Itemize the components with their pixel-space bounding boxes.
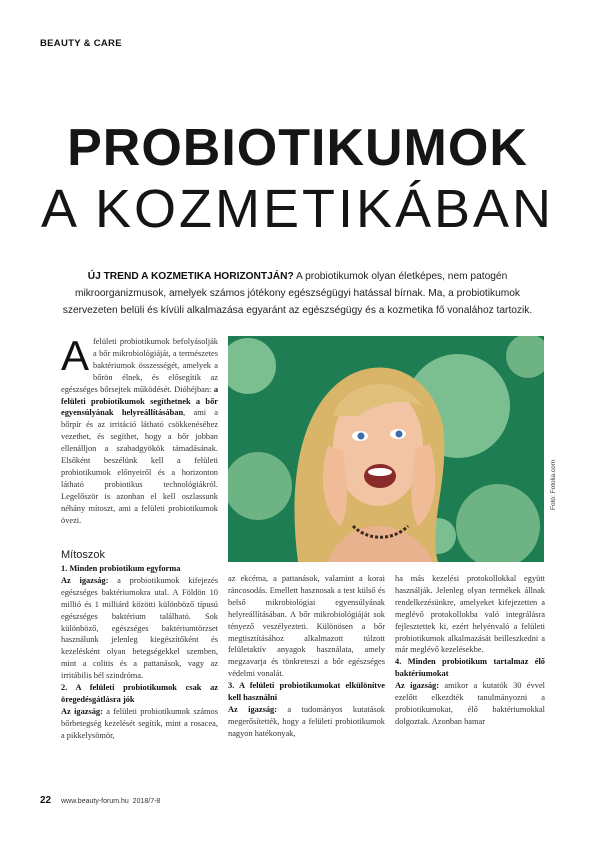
myth-3-text: a tudományos kutatások megerősítették, hogy a felületi probiotikumok nagyon hatékonyak,	[228, 704, 385, 738]
drop-cap: A	[61, 332, 90, 379]
column-2	[228, 573, 385, 740]
section-tag: BEAUTY & CARE	[40, 38, 122, 49]
myth-2-heading: 2. A felületi probiotikumok csak az öregedésgátlásra jók	[61, 683, 218, 704]
intro-text-2: , ami a bőrpír és az irritáció látható csökkenéséhez vezethet, és segíthet, hogy a bőr jobban ellenálljon a szabadgyökök támadásának. Elsőként beszélünk kell a felületi probiotikumok előnyeiről és a horizonton látható probiotikus technológiákról. Legelőször is azonban el kell oszlassunk néhány mítoszt, ami a felületi probiotikumok övezi.	[61, 408, 219, 525]
myth-4-text: amikor a kutatók 30 évvel ezelőtt elkezdték tanulmányozni a probiotikumokat, élő baktériumokkal dolgoztak. Azonban hamar	[395, 681, 545, 726]
page-number: 22	[40, 795, 52, 806]
truth-label-2: Az igazság:	[61, 706, 103, 716]
lead-bold: ÚJ TREND A KOZMETIKA HORIZONTJÁN?	[87, 271, 294, 282]
column-1	[61, 563, 218, 742]
myth-1-heading: 1. Minden probiotikum egyforma	[61, 564, 181, 573]
article-photo	[228, 336, 544, 562]
footer-issue: 2018/7-8	[132, 798, 161, 805]
truth-label-3: Az igazság:	[228, 704, 278, 714]
lead-text: A probiotikumok olyan életképes, nem patogén mikroorganizmusok, amelyek számos jótékony egészségügyi hatással bírnak. Ma, a probiotikumok szervezeten belüli és kívüli alkalmazása egyaránt az egészségügy és a kozmetika fő vonalához tartozik.	[62, 271, 533, 316]
column-3	[395, 573, 545, 728]
myth-3-heading: 3. A felületi probiotikumokat elkülönítve kell használni	[228, 681, 385, 703]
photo-credit: Fotó: Fotolia.com	[550, 459, 557, 510]
woman-photo-illustration	[228, 336, 544, 562]
intro-bold: a felületi probiotikumok segíthetnek a bőr egyensúlyának helyreállításában	[61, 384, 218, 418]
intro-text-1: felületi probiotikumok befolyásolják a bőr mikrobiológiáját, a természetes baktériumok összességét, amelyek a bőrön élnek, és elősegítik az egészséges bőrsejtek működését. Dióhéjban:	[61, 337, 218, 394]
truth-label-4: Az igazság:	[395, 681, 439, 691]
truth-label-1: Az igazság:	[61, 575, 109, 585]
myths-heading: Mítoszok	[61, 549, 106, 561]
title-line1: PROBIOTIKUMOK	[67, 119, 528, 177]
myth-2-text: a felületi probiotikumok számos bőrbetegség kezelését segítik, mint a rosacea, a pikkelysömör,	[61, 706, 219, 740]
title-line2: A KOZMETIKÁBAN	[40, 179, 555, 239]
myth-1-text: a probiotikumok kifejezés egészséges baktériumokra utal. A Földön 10 millió és 1 milliárd közötti különböző típusú egészséges baktérium található. Sok különböző, egészséges baktériumtörzset használunk jelenleg kiegészítőként és kezelésként olyan betegségekkel szemben, mint a colitis és a pattanások, vagy az irritábilis bél szindróma.	[61, 575, 218, 681]
footer-site: www.beauty-forum.hu	[61, 798, 129, 805]
intro-paragraph	[61, 332, 219, 527]
page-footer	[40, 795, 160, 806]
myth-2-text-cont: az ekcéma, a pattanások, valamint a korai ráncosodás. Emellett hasznosak a test külső és belső mikrobiológiai egyensúlyának helyreállításában. A bőr mikrobiológiáját sok tényező veszélyezteti. Különösen a bőr megtisztításához alkalmazott túlzott felületaktív anyagok használata, amely megzavarja és tönkreteszi a bőr egészséges védelmi vonalát.	[228, 574, 385, 679]
lead-paragraph	[50, 268, 545, 319]
myth-4-heading: 4. Minden probiotikum tartalmaz élő baktériumokat	[395, 657, 545, 679]
myth-3-text-cont: ha más kezelési protokollokkal együtt használják. Jelenleg olyan termékek állnak rendelkezésünkre, amelyeket kifejezetten a meglévő protokollokba való integrálásra fejlesztettek ki, ezért helyénvaló a felületi probiotikumok alkalmazását beilleszkedni a már meglévő kezelésekbe.	[395, 574, 545, 655]
